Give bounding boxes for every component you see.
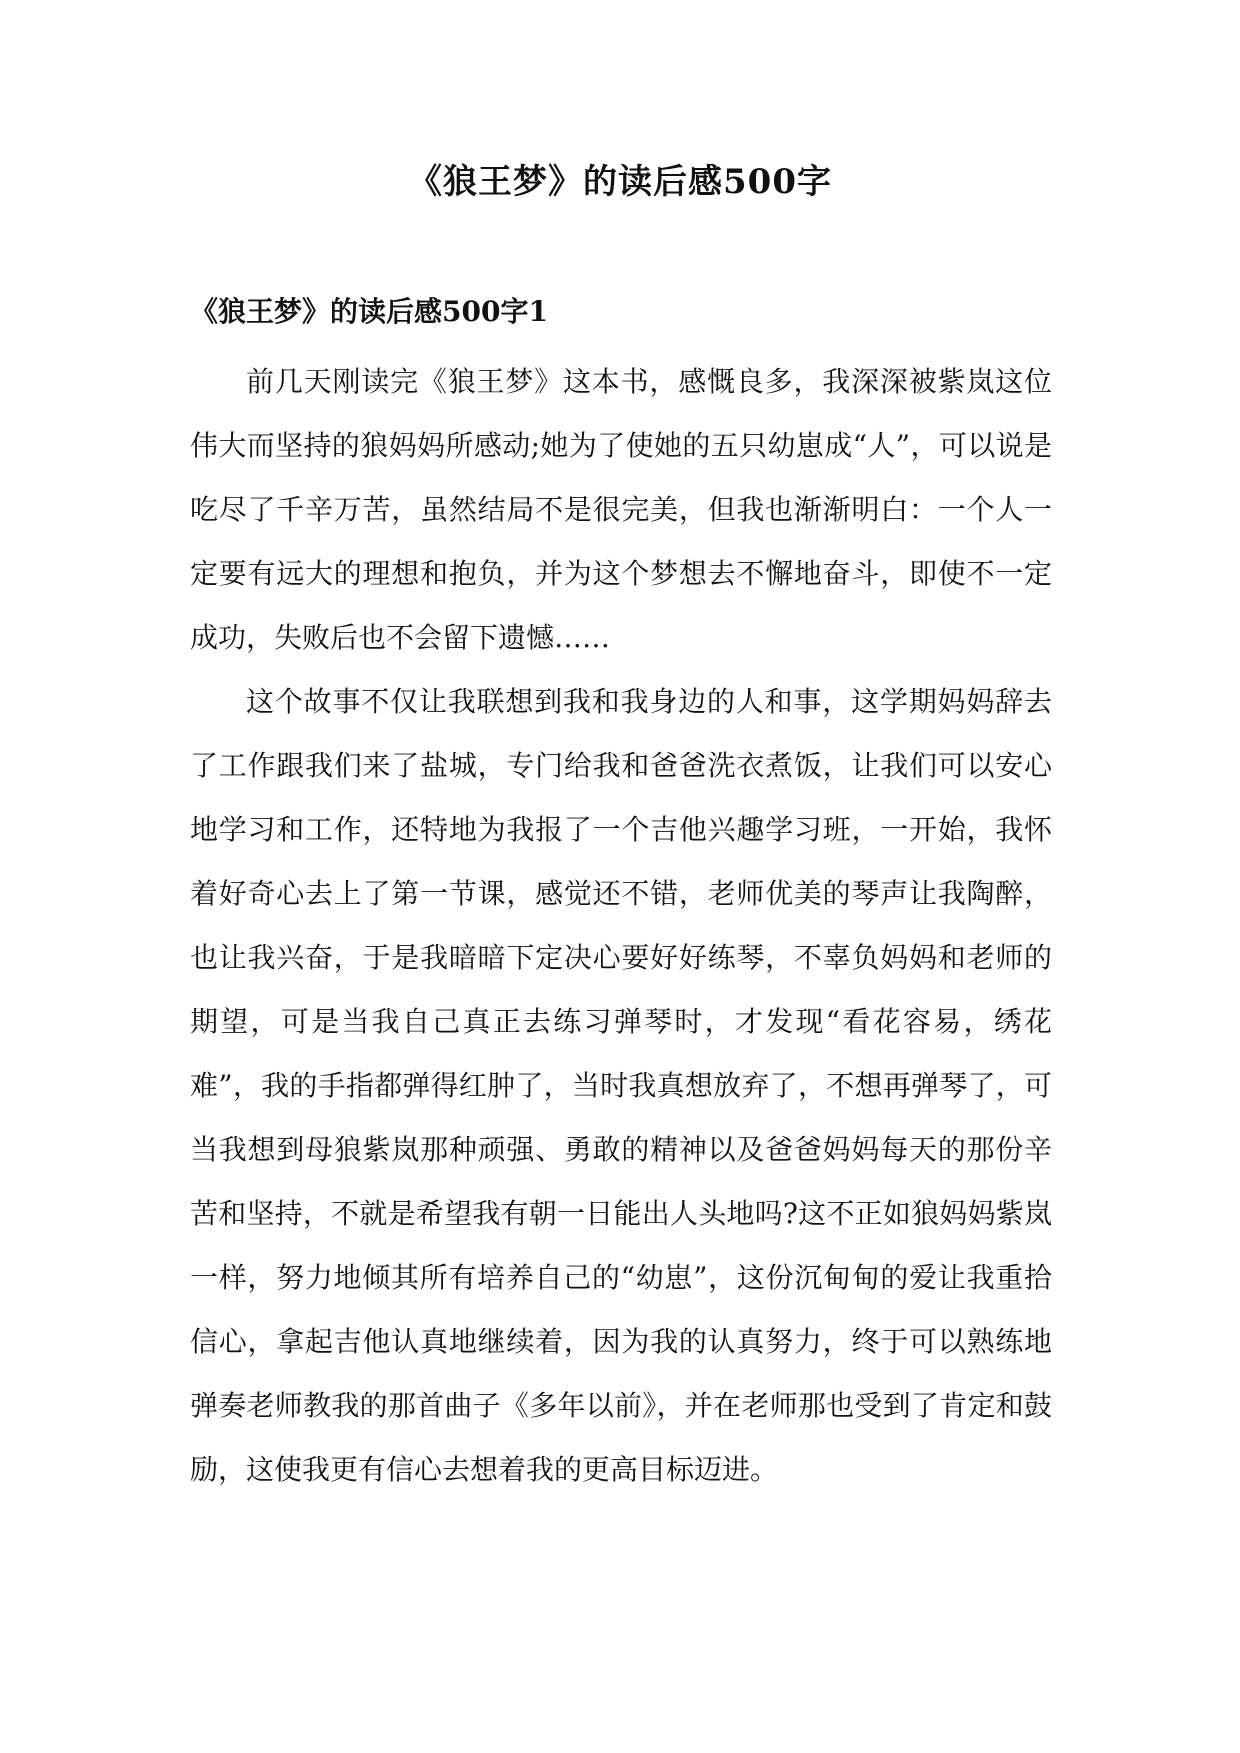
document-title: 《狼王梦》的读后感500字	[408, 162, 832, 202]
paragraph-1: 前几天刚读完《狼王梦》这本书，感慨良多，我深深被紫岚这位伟大而坚持的狼妈妈所感动;她为了使她的五只幼崽成“人”，可以说是吃尽了千辛万苦，虽然结局不是很完美，但我也渐渐明白：一个人一定要有远大的理想和抱负，并为这个梦想去不懈地奋斗，即使不一定成功，失败后也不会留下遗憾……	[190, 365, 1052, 654]
section-heading: 《狼王梦》的读后感500字1	[190, 295, 548, 328]
body-text	[190, 350, 1052, 1502]
paragraph-2: 这个故事不仅让我联想到我和我身边的人和事，这学期妈妈辞去了工作跟我们来了盐城，专门给我和爸爸洗衣煮饭，让我们可以安心地学习和工作，还特地为我报了一个吉他兴趣学习班，一开始，我怀着好奇心去上了第一节课，感觉还不错，老师优美的琴声让我陶醉，也让我兴奋，于是我暗暗下定决心要好好练琴，不辜负妈妈和老师的期望，可是当我自己真正去练习弹琴时，才发现“看花容易，绣花难”，我的手指都弹得红肿了，当时我真想放弃了，不想再弹琴了，可当我想到母狼紫岚那种顽强、勇敢的精神以及爸爸妈妈每天的那份辛苦和坚持，不就是希望我有朝一日能出人头地吗?这不正如狼妈妈紫岚一样，努力地倾其所有培养自己的“幼崽”，这份沉甸甸的爱让我重拾信心，拿起吉他认真地继续着，因为我的认真努力，终于可以熟练地弹奏老师教我的那首曲子《多年以前》，并在老师那也受到了肯定和鼓励，这使我更有信心去想着我的更高目标迈进。	[190, 685, 1052, 1486]
